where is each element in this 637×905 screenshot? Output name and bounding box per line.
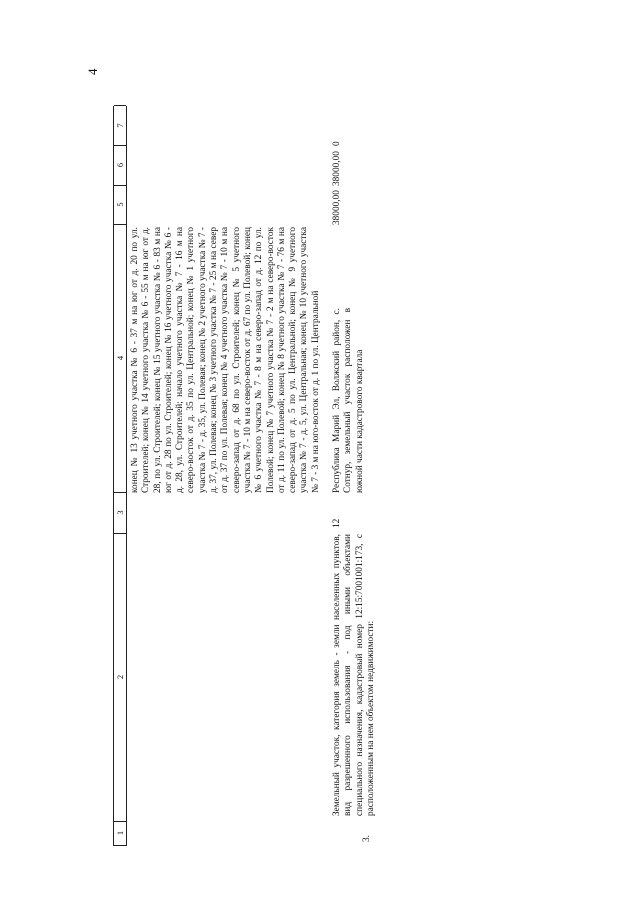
header-col-1: 1	[114, 821, 126, 846]
row-number: 3.	[362, 835, 372, 842]
row-value-5: 38000,00	[332, 190, 342, 225]
row-value-6: 38000,00	[332, 151, 342, 186]
row-value-7: 0	[332, 141, 342, 146]
row-description: Земельный участок, категория земель - земли населенных пунктов, вид разрешенного использования - под иными объектами специального назначения, кадастровый номер 12:15:7001001:173, с расположенным на нем объектом недвижимости:	[332, 534, 376, 816]
header-col-5: 5	[114, 185, 126, 225]
header-col-6: 6	[114, 145, 126, 186]
table-row	[126, 106, 626, 846]
property-table	[113, 106, 633, 846]
row-location: Республика Марий Эл, Волжский район, с. Сотнур, земельный участок расположен в южной части кадастрового квартала	[332, 308, 365, 493]
header-row	[113, 106, 127, 846]
header-col-4: 4	[114, 224, 126, 493]
header-col-3: 3	[114, 492, 126, 534]
header-col-2: 2	[114, 533, 126, 822]
location-continuation: конец № 13 учетного участка № 6 - 37 м на юг от д. 20 по ул. Строителей; конец № 14 учетного участка № 6 - 55 м на юг от д. 28, по ул. Строителей; конец № 15 учетного участка № 6 - 83 м на юг от д. 28 по ул. Строителей; конец № 16 учетного участка № 6 - д. 28, ул. Строителей; начало учетного участка № 7 - 16 м на северо-восток от д. 35 по ул. Центральной; конец № 1 учетного участка № 7 - д. 35, ул. Полевая; конец № 2 учетного участка № 7 - д. 37, ул. Полевая; конец № 3 учетного участка № 7 - 25 м на север от д. 37 по ул. Полевая; конец № 4 учетного участка № 7 - 10 м на северо-запад от д. 68 по ул. Строителей; конец № 5 учетного участка № 7 - 10 м на северо-восток от д. 67 по ул. Полевой; конец № 6 учетного участка № 7 - 8 м на северо-запад от д. 12 по ул. Полевой; конец № 7 учетного участка № 7 - 2 м на северо-восток от д. 11 по ул. Полевой; конец № 8 учетного участка № 7 - 76 м на северо-запад от д. 5 по ул. Центральной; конец № 9 учетного участка № 7 - д. 5, ул. Центральная; конец № 10 учетного участка № 7 - 3 м на юго-восток от д. 1 по ул. Центральной	[130, 227, 321, 493]
page-number: 4	[85, 68, 100, 75]
header-col-7: 7	[114, 105, 126, 146]
row-count: 12	[332, 518, 342, 528]
